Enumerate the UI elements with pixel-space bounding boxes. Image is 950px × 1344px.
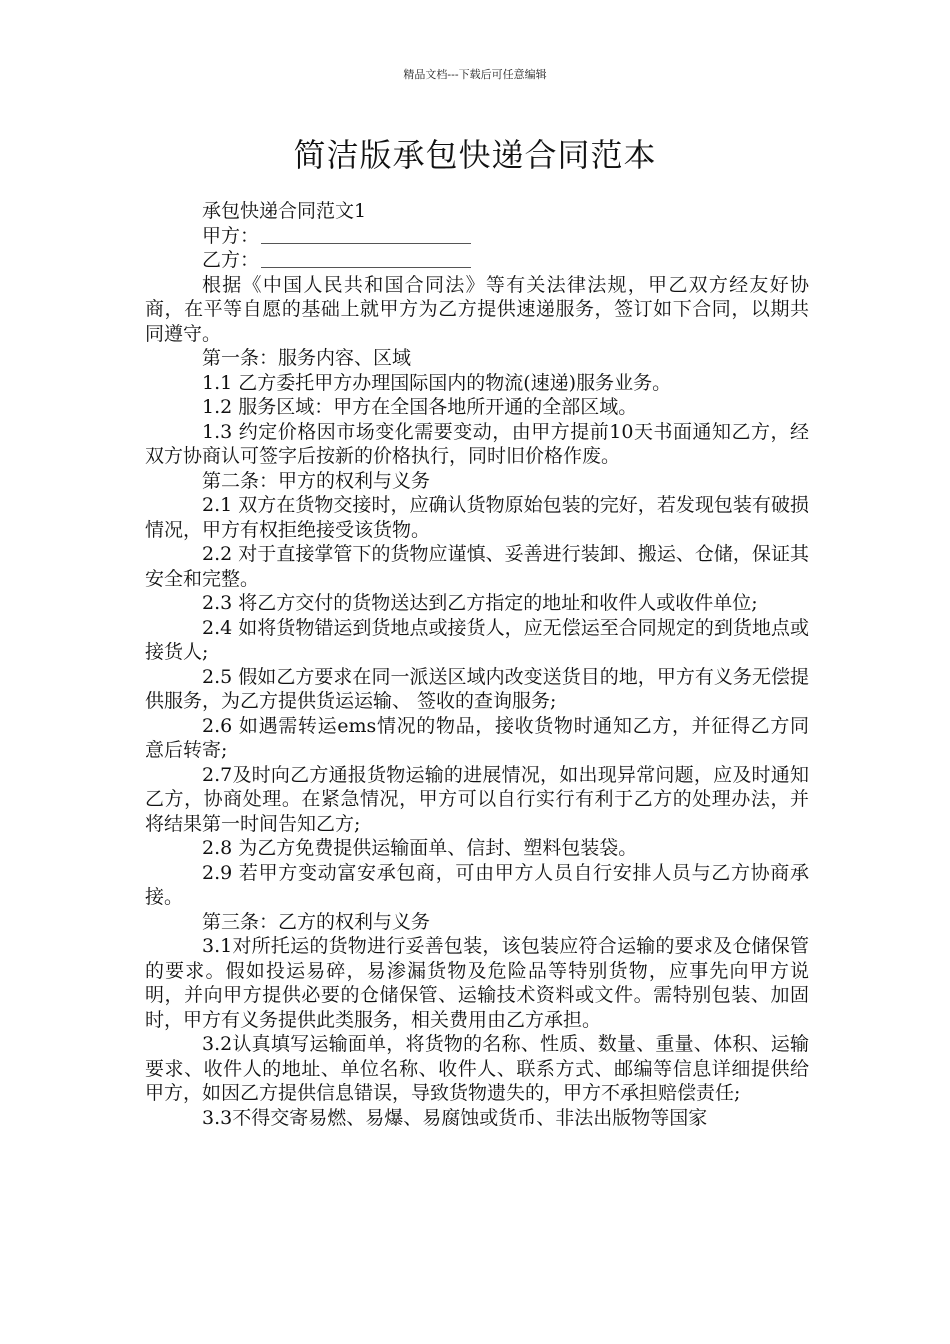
- paragraph: 1.3 约定价格因市场变化需要变动，由甲方提前10天书面通知乙方，经双方协商认可签字后按新的价格执行，同时旧价格作废。: [145, 420, 809, 467]
- paragraph: 2.6 如遇需转运ems情况的物品，接收货物时通知乙方，并征得乙方同意后转寄;: [145, 714, 809, 761]
- paragraph: 根据《中国人民共和国合同法》等有关法律法规，甲乙双方经友好协商，在平等自愿的基础上就甲方为乙方提供速递服务，签订如下合同，以期共同遵守。: [145, 273, 809, 345]
- paragraph: 3.2认真填写运输面单，将货物的名称、性质、数量、重量、体积、运输要求、收件人的地址、单位名称、收件人、联系方式、邮编等信息详细提供给甲方，如因乙方提供信息错误，导致货物遗失的，甲方不承担赔偿责任;: [145, 1033, 809, 1104]
- section-heading: 第三条：乙方的权利与义务: [202, 910, 431, 933]
- page-header: 精品文档---下载后可任意编辑: [403, 68, 547, 81]
- party-a-blank: [261, 227, 471, 244]
- section-heading: 第二条：甲方的权利与义务: [202, 469, 431, 492]
- party-b-blank: [261, 251, 471, 268]
- party-b-label: 乙方：: [202, 249, 260, 271]
- paragraph: 2.1 双方在货物交接时，应确认货物原始包装的完好，若发现包装有破损情况，甲方有权拒绝接受该货物。: [145, 494, 809, 541]
- contract-heading: 承包快递合同范文1: [202, 200, 367, 222]
- document-body: [145, 199, 809, 1130]
- paragraph: 1.1 乙方委托甲方办理国际国内的物流(速递)服务业务。: [202, 371, 672, 394]
- paragraph: 2.8 为乙方免费提供运输面单、信封、塑料包装袋。: [202, 837, 638, 859]
- paragraph: 2.9 若甲方变动富安承包商，可由甲方人员自行安排人员与乙方协商承接。: [145, 861, 809, 908]
- paragraph: 3.3不得交寄易燃、易爆、易腐蚀或货币、非法出版物等国家: [202, 1106, 708, 1129]
- document-title: 简洁版承包快递合同范本: [293, 136, 657, 174]
- paragraph: 2.4 如将货物错运到货地点或接货人，应无偿运至合同规定的到货地点或接货人;: [145, 616, 809, 663]
- party-a-line: [145, 224, 809, 249]
- paragraph: 1.2 服务区域：甲方在全国各地所开通的全部区域。: [202, 396, 638, 418]
- paragraph: 3.1对所托运的货物进行妥善包装，该包装应符合运输的要求及仓储保管的要求。假如投运易碎，易渗漏货物及危险品等特别货物，应事先向甲方说明，并向甲方提供必要的仓储保管、运输技术资料或文件。需特别包装、加固时，甲方有义务提供此类服务，相关费用由乙方承担。: [145, 935, 809, 1031]
- paragraph: 2.7及时向乙方通报货物运输的进展情况，如出现异常问题，应及时通知乙方，协商处理。在紧急情况，甲方可以自行实行有利于乙方的处理办法，并将结果第一时间告知乙方;: [145, 763, 809, 835]
- section-heading: 第一条：服务内容、区域: [202, 347, 412, 369]
- paragraph: 2.2 对于直接掌管下的货物应谨慎、妥善进行装卸、搬运、仓储，保证其安全和完整。: [145, 543, 809, 590]
- party-b-line: [145, 248, 809, 273]
- paragraph: 2.3 将乙方交付的货物送达到乙方指定的地址和收件人或收件单位;: [202, 592, 758, 614]
- party-a-label: 甲方：: [202, 224, 260, 247]
- paragraph: 2.5 假如乙方要求在同一派送区域内改变送货目的地，甲方有义务无偿提供服务，为乙方提供货运运输、 签收的查询服务;: [145, 665, 809, 712]
